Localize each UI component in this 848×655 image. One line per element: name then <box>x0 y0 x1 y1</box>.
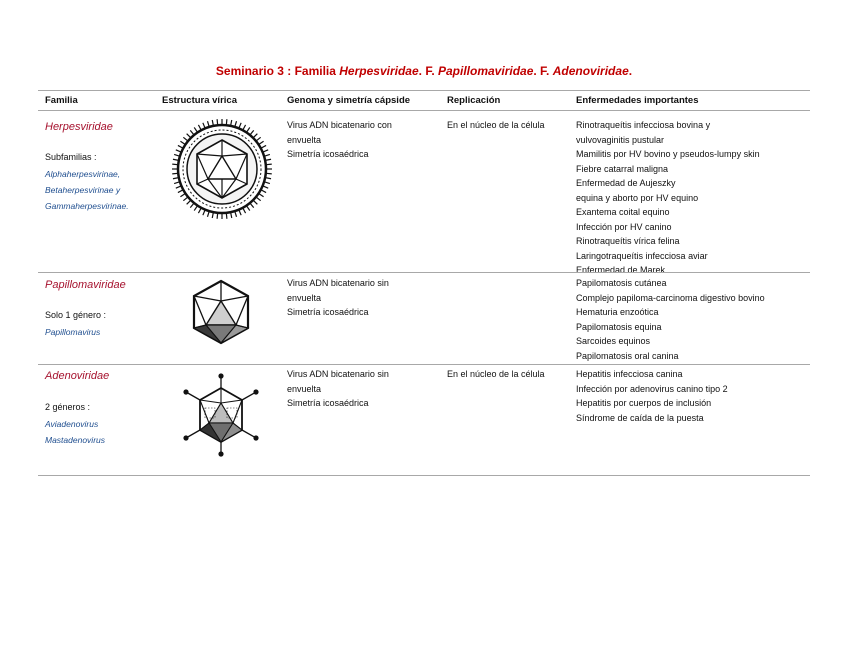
disease-item: Complejo papiloma-carcinoma digestivo bovino <box>576 292 765 303</box>
disease-item: Papilomatosis oral canina <box>576 350 679 361</box>
disease-item: Sarcoides equinos <box>576 336 651 346</box>
header-estructura: Estructura vírica <box>162 95 237 106</box>
taxa-list <box>45 416 105 448</box>
row-divider <box>38 272 810 273</box>
taxon: Betaherpesvirinae y <box>45 185 121 195</box>
genome-line: Virus ADN bicatenario sin <box>287 369 389 379</box>
taxon: Aviadenovirus <box>45 419 99 429</box>
header-familia: Familia <box>45 95 78 106</box>
genome-line: envuelta <box>287 292 322 303</box>
header-rule <box>38 110 810 111</box>
disease-item: Infección por HV canino <box>576 221 672 232</box>
header-genoma: Genoma y simetría cápside <box>287 95 411 106</box>
disease-item: Enfermedad de Aujeszky <box>576 178 676 188</box>
disease-item: Hematuria enzoótica <box>576 307 659 317</box>
disease-item: equina y aborto por HV equino <box>576 192 699 203</box>
diseases-cell <box>576 118 760 278</box>
disease-item: Papilomatosis equina <box>576 321 662 332</box>
family-name: Herpesviridae <box>45 121 113 133</box>
genome-line: Virus ADN bicatenario sin <box>287 278 389 288</box>
taxon: Alphaherpesvirinae, <box>45 169 121 179</box>
diseases-cell <box>576 367 728 425</box>
genome-cell <box>287 367 389 411</box>
taxon: Gammaherpesvirinae. <box>45 201 129 211</box>
disease-item: Papilomatosis cutánea <box>576 278 667 288</box>
taxa-list <box>45 324 100 340</box>
page-title: Seminario 3 : Familia Herpesviridae. F. Papillomaviridae. F. Adenoviridae. <box>215 64 633 78</box>
disease-item: Exantema coital equino <box>576 207 670 217</box>
taxon: Mastadenovirus <box>45 435 106 445</box>
diseases-cell <box>576 276 765 363</box>
disease-item: Infección por adenovirus canino tipo 2 <box>576 383 728 394</box>
genome-cell <box>287 276 389 320</box>
disease-item: Mamilitis por HV bovino y pseudos-lumpy skin <box>576 149 760 159</box>
disease-item: Laringotraqueítis infecciosa aviar <box>576 250 708 261</box>
header-replicacion: Replicación <box>447 95 501 106</box>
genome-line: envuelta <box>287 383 322 394</box>
subfamily-label: 2 géneros : <box>45 402 91 412</box>
disease-item: vulvovaginitis pustular <box>576 134 665 145</box>
table-top-rule <box>38 90 810 91</box>
genome-cell <box>287 118 392 162</box>
replication-cell: En el núcleo de la célula <box>447 120 545 130</box>
disease-item: Fiebre catarral maligna <box>576 163 669 174</box>
header-enfermedades: Enfermedades importantes <box>576 95 699 106</box>
table-bottom-rule <box>38 475 810 476</box>
icosahedron-with-fibers-icon <box>178 372 264 458</box>
genome-line: envuelta <box>287 134 322 145</box>
taxon: Papillomavirus <box>45 327 101 337</box>
disease-item: Rinotraqueítis vírica felina <box>576 236 680 246</box>
row-divider <box>38 364 810 365</box>
family-name: Adenoviridae <box>45 370 110 382</box>
genome-line: Simetría icosaédrica <box>287 398 369 408</box>
subfamily-label: Solo 1 género : <box>45 310 107 320</box>
taxa-list <box>45 166 129 214</box>
genome-line: Simetría icosaédrica <box>287 149 369 159</box>
replication-cell: En el núcleo de la célula <box>447 369 545 379</box>
genome-line: Simetría icosaédrica <box>287 307 369 317</box>
disease-item: Síndrome de caída de la puesta <box>576 412 704 423</box>
genome-line: Virus ADN bicatenario con <box>287 120 392 130</box>
disease-item: Enfermedad de Marek <box>576 265 666 275</box>
disease-item: Hepatitis por cuerpos de inclusión <box>576 398 712 408</box>
disease-item: Rinotraqueítis infecciosa bovina y <box>576 120 711 130</box>
family-name: Papillomaviridae <box>45 279 126 291</box>
subfamily-label: Subfamilias : <box>45 152 97 162</box>
icosahedron-icon <box>186 277 256 347</box>
disease-item: Hepatitis infecciosa canina <box>576 369 683 379</box>
enveloped-icosahedron-icon <box>168 118 276 220</box>
